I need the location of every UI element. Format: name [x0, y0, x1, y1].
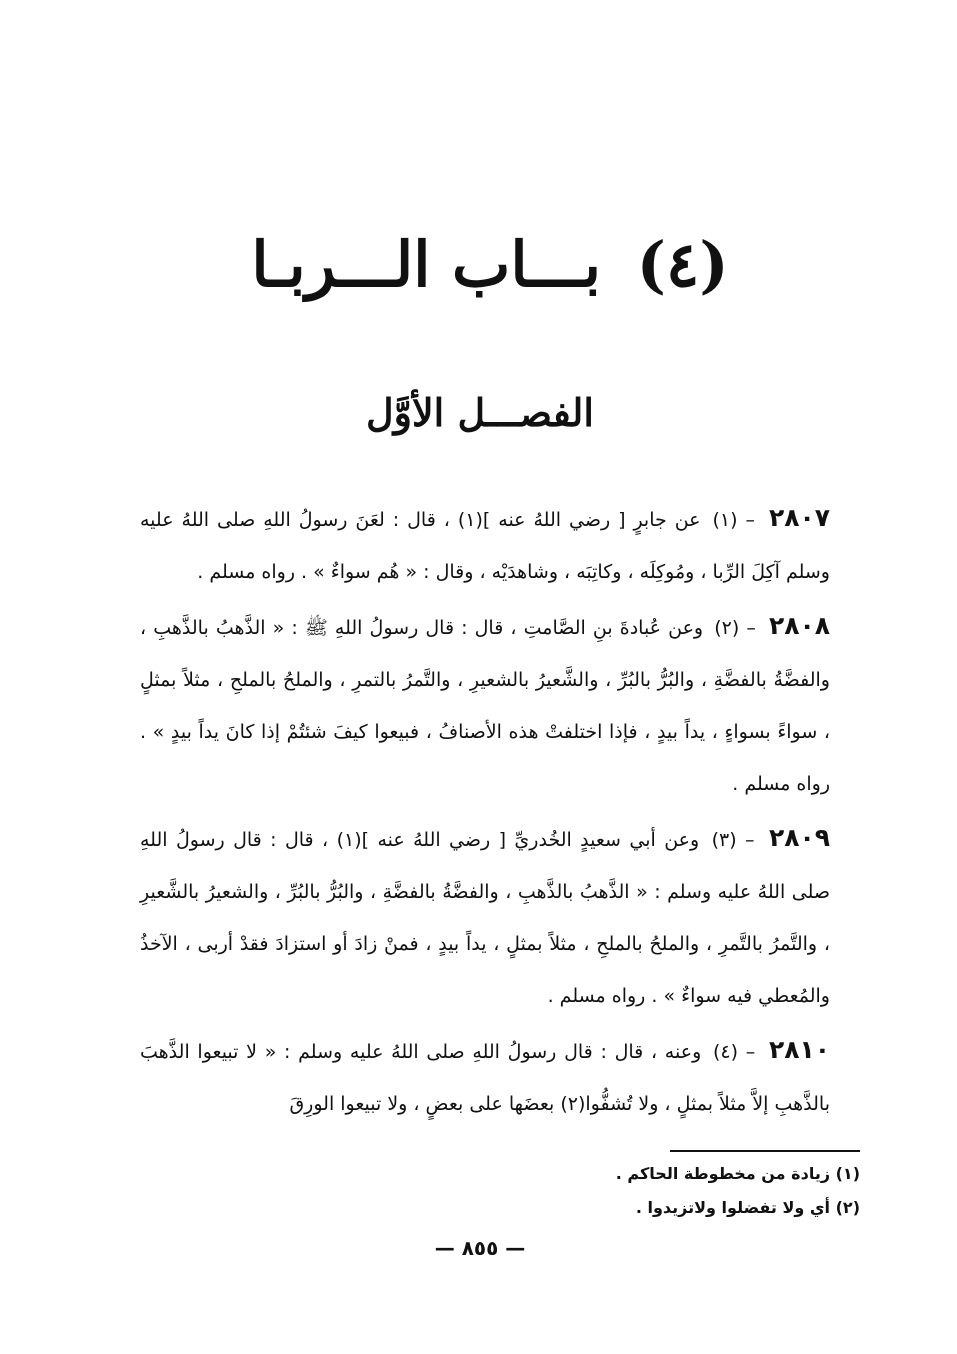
hadith-sub-number: – (٢) [714, 617, 756, 639]
footnote-divider [670, 1150, 860, 1152]
hadith-2809 [140, 812, 830, 1022]
hadith-number: ٢٨٠٨ [768, 611, 831, 640]
hadith-list [140, 492, 830, 1132]
hadith-2808 [140, 600, 830, 810]
page-number: — ٨٥٥ — [434, 1236, 526, 1260]
chapter-number: (٤) [636, 228, 729, 301]
hadith-2807 [140, 492, 830, 598]
hadith-sub-number: – (٤) [712, 1041, 756, 1063]
hadith-number: ٢٨٠٧ [768, 503, 831, 532]
hadith-sub-number: – (١) [712, 509, 755, 531]
footnote-1: (١) زيادة من مخطوطة الحاكم . [615, 1164, 860, 1183]
chapter-name: بـــاب الـــربـا [251, 228, 602, 301]
hadith-sub-number: – (٣) [711, 829, 755, 851]
hadith-number: ٢٨٠٩ [768, 823, 830, 852]
hadith-text: وعن عُبادةَ بنِ الصَّامتِ ، قال : قال رسولُ اللهِ ﷺ : « الذَّهبُ بالذَّهبِ ، والفضَّةُ بالفضَّةِ ، والبُرُّ بالبُرِّ ، والشَّعيرُ بالشعيرِ ، والتَّمرُ بالتمرِ ، والملحُ بالملحِ ، مثلاً بمثلٍ ، سواءً بسواءٍ ، يداً بيدٍ ، فإذا اختلفتْ هذه الأصنافُ ، فبيعوا كيفَ شئتُمْ إذا كانَ يداً بيدٍ » . رواه مسلم . [140, 617, 830, 795]
hadith-text: عن جابرٍ [ رضي اللهُ عنه ](١) ، قال : لعَنَ رسولُ اللهِ صلى اللهُ عليه وسلم آكِلَ الرِّبا ، ومُوكِلَه ، وكاتِبَه ، وشاهدَيْه ، وقال : « هُم سواءٌ » . رواه مسلم . [140, 509, 830, 583]
hadith-text: وعن أبي سعيدٍ الخُدريِّ [ رضي اللهُ عنه ](١) ، قال : قال رسولُ اللهِ صلى اللهُ عليه وسلم : « الذَّهبُ بالذَّهبِ ، والفضَّةُ بالفضَّةِ ، والبُرُّ بالبُرِّ ، والشعيرُ بالشَّعيرِ ، والتَّمرُ بالتَّمرِ ، والملحُ بالملحِ ، مثلاً بمثلٍ ، يداً بيدٍ ، فمنْ زادَ أو استزادَ فقدْ أربى ، الآخذُ والمُعطي فيه سواءٌ » . رواه مسلم . [140, 829, 830, 1007]
hadith-text: وعنه ، قال : قال رسولُ اللهِ صلى اللهُ عليه وسلم : « لا تبيعوا الذَّهبَ بالذَّهبِ إلاَّ مثلاً بمثلٍ ، ولا تُشفُّوا(٢) بعضَها على بعضٍ ، ولا تبيعوا الورِقَ [140, 1041, 830, 1115]
section-title: الفصـــل الأوَّل [366, 390, 594, 435]
footnotes [400, 1157, 860, 1225]
footnote-2: (٢) أي ولا تفضلوا ولاتزيدوا . [635, 1198, 860, 1217]
chapter-title [230, 228, 750, 301]
hadith-number: ٢٨١٠ [768, 1035, 830, 1064]
hadith-2810 [140, 1024, 830, 1130]
